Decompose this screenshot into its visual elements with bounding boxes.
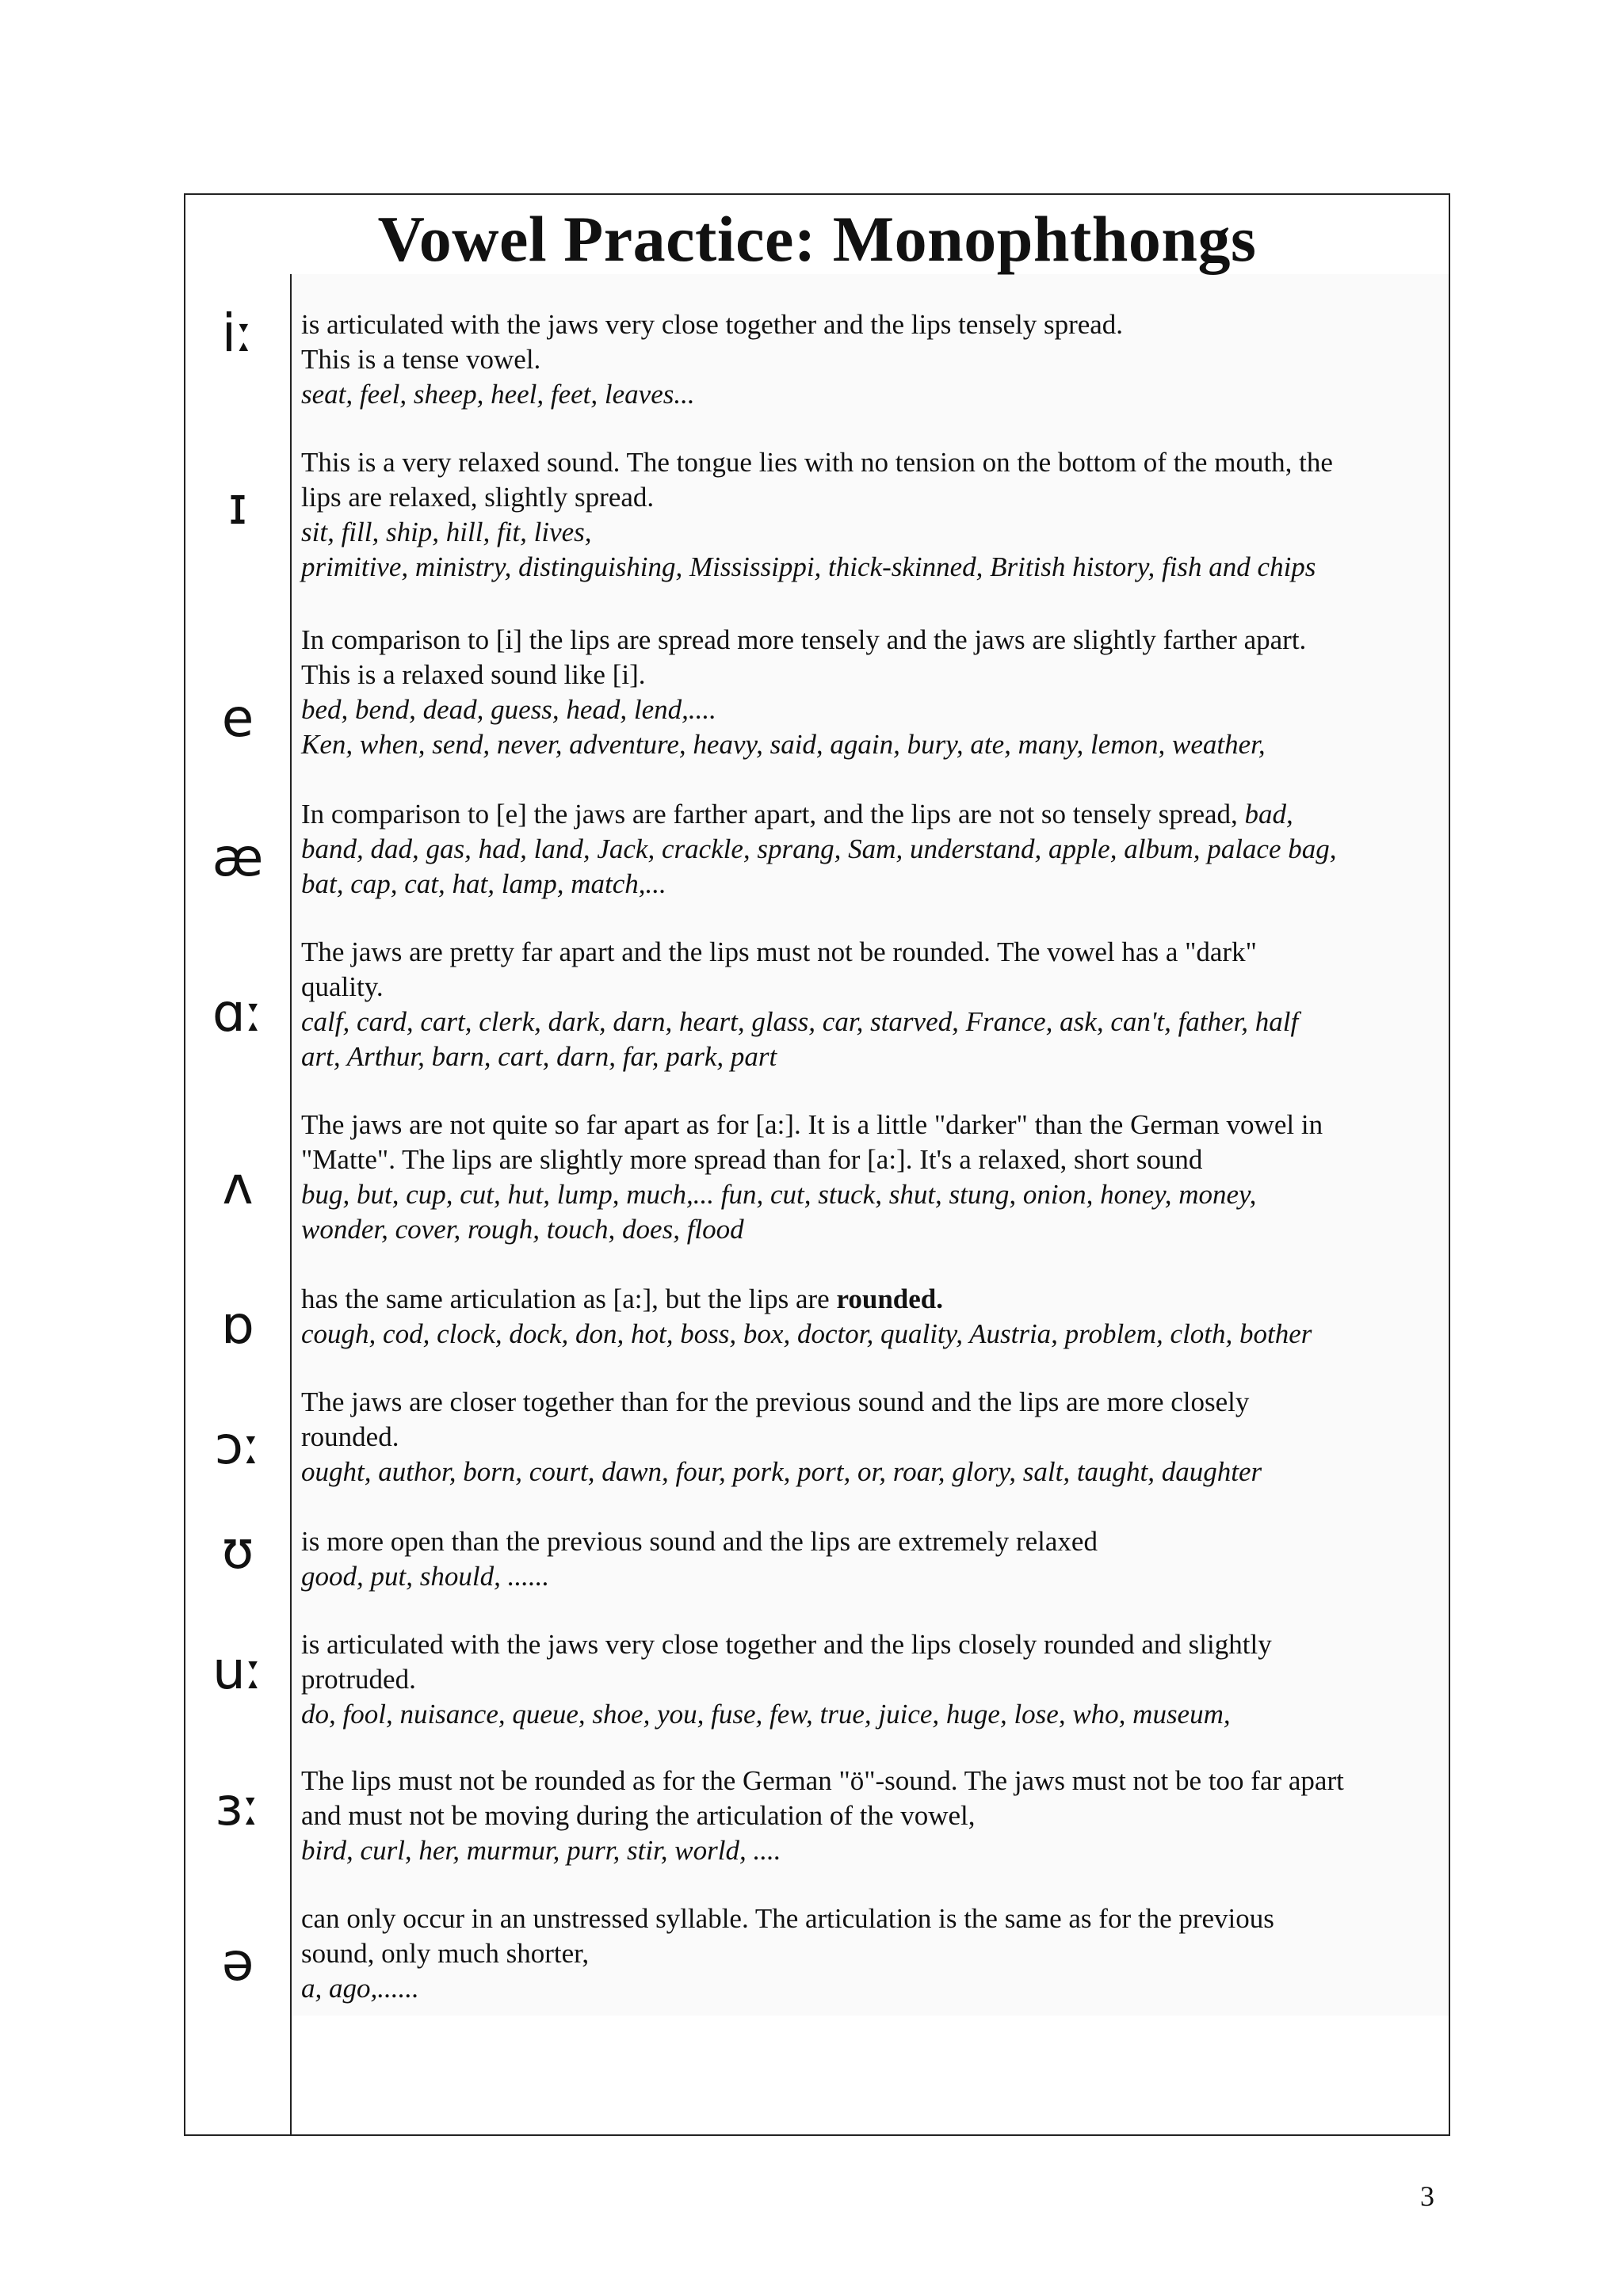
description-line (301, 1662, 1442, 1697)
ipa-symbol: iː (221, 303, 254, 364)
line-text: bug, but, cup, cut, hut, lump, much,... fun, cut, stuck, shut, stung, onion, honey, money, (301, 1179, 1257, 1210)
ipa-symbol: ɒ (221, 1295, 254, 1356)
vowel-description (301, 1108, 1442, 1247)
line-text: bat, cap, cat, hat, lamp, match,... (301, 868, 666, 899)
line-text: good, put, should, ...... (301, 1561, 550, 1592)
line-text: The jaws are not quite so far apart as for [a:]. It is a little "darker" than the German vowel in (301, 1109, 1323, 1140)
vowel-description (301, 1282, 1442, 1352)
line-text: The jaws are closer together than for the previous sound and the lips are more closely (301, 1386, 1250, 1417)
line-text: The lips must not be rounded as for the German "ö"-sound. The jaws must not be too far apart (301, 1765, 1344, 1796)
vowel-description (301, 1627, 1442, 1732)
example-words-line (301, 1177, 1442, 1212)
line-text: calf, card, cart, clerk, dark, darn, heart, glass, car, starved, France, ask, can't, father, half (301, 1006, 1299, 1037)
line-text: sit, fill, ship, hill, fit, lives, (301, 517, 592, 547)
vowel-description (301, 1524, 1442, 1594)
line-text: band, dad, gas, had, land, Jack, crackle, sprang, Sam, understand, apple, album, palace bag, (301, 833, 1337, 864)
description-line (301, 1936, 1442, 1971)
line-text: bed, bend, dead, guess, head, lend,.... (301, 694, 716, 725)
ipa-symbol: ɔː (214, 1415, 262, 1476)
example-words-line (301, 1039, 1442, 1074)
line-text: This is a very relaxed sound. The tongue lies with no tension on the bottom of the mouth, the (301, 447, 1333, 478)
column-divider (290, 274, 292, 2134)
vowel-description (301, 1385, 1442, 1489)
example-words-line (301, 727, 1442, 762)
example-words-line (301, 550, 1442, 585)
vowel-description (301, 935, 1442, 1074)
line-text: sound, only much shorter, (301, 1938, 590, 1969)
line-text: This is a relaxed sound like [i]. (301, 659, 646, 690)
ipa-symbol: æ (212, 827, 264, 888)
line-text: "Matte". The lips are slightly more spread than for [a:]. It's a relaxed, short sound (301, 1144, 1203, 1175)
emphasis-text: rounded. (836, 1283, 944, 1314)
line-text: The jaws are pretty far apart and the lips must not be rounded. The vowel has a "dark" (301, 936, 1257, 967)
example-words-line (301, 377, 1442, 412)
line-text: Ken, when, send, never, adventure, heavy, said, again, bury, ate, many, lemon, weather, (301, 729, 1266, 760)
description-line (301, 480, 1442, 515)
line-text: art, Arthur, barn, cart, darn, far, park, part (301, 1041, 777, 1072)
line-text: protruded. (301, 1664, 416, 1695)
ipa-symbol: uː (212, 1640, 264, 1701)
example-words-line (301, 1317, 1442, 1352)
example-words-line (301, 1212, 1442, 1247)
description-line (301, 1798, 1442, 1833)
line-text: has the same articulation as [a:], but the lips are (301, 1283, 837, 1314)
description-line (301, 658, 1442, 692)
line-text: lips are relaxed, slightly spread. (301, 482, 655, 513)
line-text: primitive, ministry, distinguishing, Mississippi, thick-skinned, British history, fish and chips (301, 551, 1316, 582)
description-line (301, 797, 1442, 832)
line-text: quality. (301, 971, 384, 1002)
line-text: can only occur in an unstressed syllable. The articulation is the same as for the previous (301, 1903, 1274, 1934)
description-line (301, 1764, 1442, 1798)
line-text: This is a tense vowel. (301, 344, 541, 375)
example-words-line (301, 1559, 1442, 1594)
ipa-symbol: ə (221, 1932, 254, 1993)
page-number: 3 (1420, 2180, 1434, 2212)
line-text: rounded. (301, 1421, 399, 1452)
line-text: is articulated with the jaws very close together and the lips tensely spread. (301, 309, 1124, 340)
line-text: cough, cod, clock, dock, don, hot, boss, box, doctor, quality, Austria, problem, cloth, bother (301, 1318, 1312, 1349)
line-text: do, fool, nuisance, queue, shoe, you, fuse, few, true, juice, huge, lose, who, museum, (301, 1699, 1231, 1730)
line-text: and must not be moving during the articulation of the vowel, (301, 1800, 976, 1831)
example-words-line (301, 867, 1442, 902)
description-line (301, 342, 1442, 377)
example-words-line (301, 1833, 1442, 1868)
example-words-line (301, 1971, 1442, 2006)
description-line (301, 1901, 1442, 1936)
description-line (301, 1142, 1442, 1177)
ipa-symbol: e (221, 688, 254, 749)
line-text: wonder, cover, rough, touch, does, flood (301, 1214, 744, 1245)
line-text: ought, author, born, court, dawn, four, pork, port, or, roar, glory, salt, taught, daughter (301, 1456, 1262, 1487)
ipa-symbol: ɪ (227, 475, 248, 536)
example-words-line (301, 1005, 1442, 1039)
ipa-symbol: ɜː (215, 1776, 261, 1837)
line-text: In comparison to [i] the lips are spread more tensely and the jaws are slightly farther apart. (301, 624, 1307, 655)
description-line (301, 1385, 1442, 1420)
vowel-description (301, 797, 1442, 902)
description-line (301, 1420, 1442, 1455)
example-words-line (301, 515, 1442, 550)
vowel-description (301, 1764, 1442, 1868)
example-words-line (301, 1455, 1442, 1489)
example-words-line (301, 1697, 1442, 1732)
vowel-description (301, 1901, 1442, 2006)
ipa-symbol: ʌ (222, 1155, 254, 1216)
description-line (301, 1524, 1442, 1559)
description-line (301, 1108, 1442, 1142)
line-text: bird, curl, her, murmur, purr, stir, world, .... (301, 1835, 781, 1866)
ipa-symbol: ʊ (221, 1520, 254, 1581)
line-text: In comparison to [e] the jaws are farther apart, and the lips are not so tensely spread, (301, 799, 1245, 830)
example-words-line (301, 832, 1442, 867)
vowel-description (301, 623, 1442, 762)
line-text: a, ago,...... (301, 1973, 419, 2004)
vowel-description (301, 307, 1442, 412)
description-line (301, 1282, 1442, 1317)
inline-example-start: bad, (1244, 799, 1293, 830)
page-title: Vowel Practice: Monophthongs (377, 203, 1257, 275)
description-line (301, 445, 1442, 480)
vowel-table (184, 193, 1450, 2136)
example-words-line (301, 692, 1442, 727)
description-line (301, 623, 1442, 658)
line-text: is articulated with the jaws very close together and the lips closely rounded and slightly (301, 1629, 1272, 1660)
line-text: seat, feel, sheep, heel, feet, leaves... (301, 379, 695, 410)
description-line (301, 307, 1442, 342)
description-line (301, 970, 1442, 1005)
line-text: is more open than the previous sound and the lips are extremely relaxed (301, 1526, 1098, 1557)
ipa-symbol: ɑː (212, 982, 264, 1043)
description-line (301, 935, 1442, 970)
description-line (301, 1627, 1442, 1662)
vowel-description (301, 445, 1442, 585)
